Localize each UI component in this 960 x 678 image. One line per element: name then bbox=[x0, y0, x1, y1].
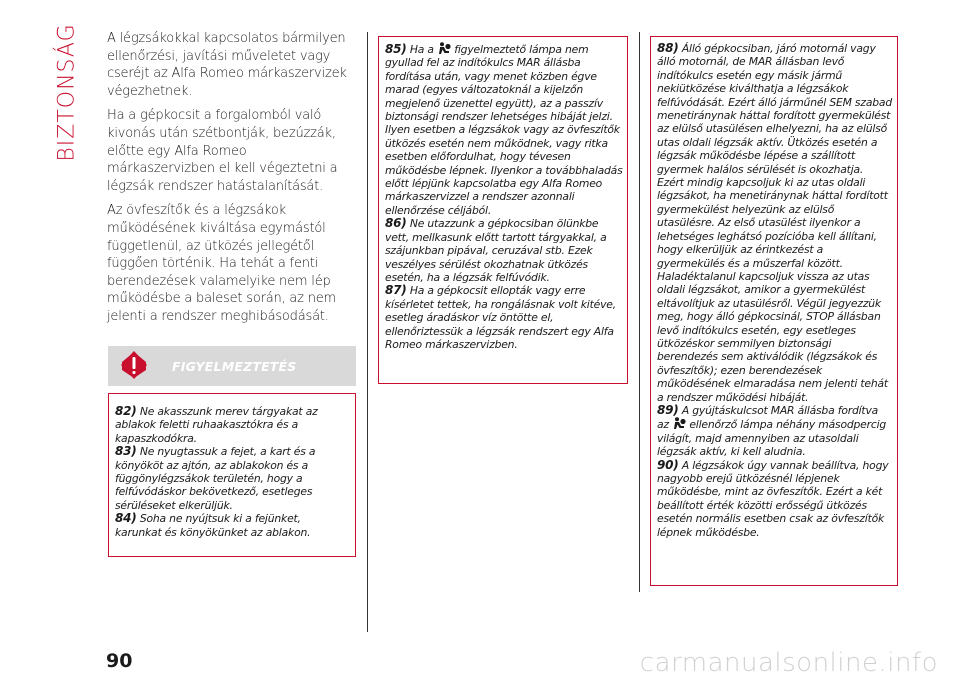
main-text-column bbox=[107, 30, 357, 333]
note-text: Ne utazzunk a gépkocsiban ölünkbe vett, mellkasunk előtt tartott tárgyakkal, a szájunkban pipával, ceruzával stb. Ezek veszélyes sérülést okozhatnak ütközés esetén, ha a légzsák felfúvódik. bbox=[385, 217, 607, 284]
note-number: 89) bbox=[657, 402, 679, 417]
note-text: Soha ne nyújtsuk ki a fejünket, karunkat és könyökünket az ablakon. bbox=[115, 512, 311, 539]
watermark: carmanualsonline.info bbox=[639, 648, 938, 678]
warning-triangle-icon bbox=[120, 350, 148, 380]
airbag-warning-lamp-icon bbox=[437, 42, 451, 55]
column-divider bbox=[367, 32, 368, 632]
warning-notes-box bbox=[108, 393, 356, 557]
note-text: Ha a gépkocsit ellopták vagy erre kísérletet tettek, ha rongálásnak volt kitéve, esetleg áradáskor víz öntötte el, ellenőriztessük a légzsák rendszert egy Alfa Romeo márkaszervizben. bbox=[385, 284, 616, 351]
note-item bbox=[385, 42, 623, 217]
note-text: Ne nyugtassuk a fejet, a kart és a könyököt az ajtón, az ablakokon és a függönylégzsákok területén, hogy a felfúvódáskor bekövetkező, esetleges sérüléseket elkerüljük. bbox=[115, 445, 316, 512]
page-number: 90 bbox=[106, 650, 133, 672]
note-text: Álló gépkocsiban, járó motornál vagy álló motornál, de MAR állásban levő indítókulcs esetén egy másik jármű nekiütközése kiválthatja a légzsákok felfúvódását. Ezért álló járműnél SEM szabad menetiránynak háttal fordított gyermekülést az elülső utasülésen elhelyezni, ha az elülső utas oldali légzsák aktív. Ütközés esetén a légzsák működésbe lépése a szállított gyermek halálos sérülését is okozhatja. Ezért mindig kapcsoljuk ki az utas oldali légzsákot, ha menetiránynak háttal fordított gyermekülést helyezünk az elülső utasülésre. Az első utasülést ilyenkor a lehetséges leghátsó pozícióba kell állítani, hogy elkerüljük az érintkezést a gyermekülés és a műszerfal között. Haladéktalanul kapcsoljuk vissza az utas oldali légzsákot, amikor a gyermekülést eltávolítjuk az utasülésről. Végül jegyezzük meg, hogy álló gépkocsinál, STOP állásban levő indítókulcs esetén, egy esetleges ütközéskor semmilyen biztonsági berendezés sem aktiválódik (légzsákok és övfeszítők); ezen berendezések működésének elmaradása nem jelenti tehát a rendszer működési hibáját. bbox=[657, 42, 892, 404]
paragraph: Ha a gépkocsit a forgalomból való kivonás után szétbontják, bezúzzák, előtte egy Alfa Romeo márkaszervizben el kell végeztetni a légzsák rendszer hatástalanítását. bbox=[107, 108, 338, 194]
notes-box-right bbox=[650, 36, 898, 586]
paragraph: A légzsákokkal kapcsolatos bármilyen ellenőrzési, javítási műveletet vagy cseréjt az Alfa Romeo márkaszervizek végezhetnek. bbox=[107, 31, 347, 99]
column-divider bbox=[639, 32, 640, 592]
note-item bbox=[385, 284, 623, 351]
note-item bbox=[385, 217, 623, 284]
section-title-text: BIZTONSÁG bbox=[54, 22, 80, 162]
note-number: 90) bbox=[657, 457, 679, 472]
warning-header bbox=[108, 346, 356, 386]
note-text-prefix: Ha a bbox=[409, 43, 434, 56]
note-number: 85) bbox=[385, 42, 407, 56]
note-text: A légzsákok úgy vannak beállítva, hogy nagyobb erejű ütközésnél lépjenek működésbe, mint az övfeszítők. Ezért a két beállított érték közötti erősségű ütközés esetén normális esetben csak az övfeszítők lépnek működésbe. bbox=[657, 458, 889, 539]
note-text: ellenőrző lámpa néhány másodpercig világít, majd amennyiben az utasoldali légzsák aktív, ki kell aludnia. bbox=[657, 418, 887, 459]
note-item bbox=[115, 512, 349, 539]
note-number: 82) bbox=[115, 404, 137, 418]
note-number: 88) bbox=[657, 41, 679, 55]
note-item bbox=[657, 42, 893, 404]
note-item bbox=[657, 404, 893, 459]
note-number: 87) bbox=[385, 283, 407, 298]
note-item bbox=[115, 405, 349, 445]
note-text-prefix: A gyújtáskulcsot MAR állásba fordítva az bbox=[657, 403, 879, 432]
airbag-warning-lamp-icon bbox=[672, 417, 686, 430]
notes-box-middle bbox=[378, 36, 628, 384]
note-item bbox=[657, 459, 893, 539]
section-title bbox=[52, 22, 82, 162]
note-number: 86) bbox=[385, 216, 407, 231]
note-text: Ne akasszunk merev tárgyakat az ablakok feletti ruhaakasztókra és a kapaszkodókra. bbox=[115, 405, 318, 445]
paragraph: Az övfeszítők és a légzsákok működésének kiváltása egymástól függetlenül, az ütközés jellegétől függően történik. Ha tehát a fenti berendezések valamelyike nem lép működésbe a baleset során, az nem jelenti a rendszer meghibásodását. bbox=[107, 203, 337, 324]
note-number: 84) bbox=[115, 511, 137, 526]
warning-title: FIGYELMEZTETÉS bbox=[172, 358, 297, 374]
note-item bbox=[115, 445, 349, 512]
note-text: figyelmeztető lámpa nem gyullad fel az indítókulcs MAR állásba fordítása után, vagy menet közben égve marad (egyes változatoknál a kijelzőn megjelenő üzenettel együtt), az a passzív biztonsági rendszer lehetséges hibáját jelzi. Ilyen esetben a légzsákok vagy az övfeszítők ütközés esetén nem működnek, vagy ritka esetben előfordulhat, hogy tévesen működésbe lépnek. Ilyenkor a továbbhaladás előtt lépjünk kapcsolatba egy Alfa Romeo márkaszervizzel a rendszer azonnali ellenőrzése céljából. bbox=[385, 43, 623, 217]
note-number: 83) bbox=[115, 444, 137, 459]
